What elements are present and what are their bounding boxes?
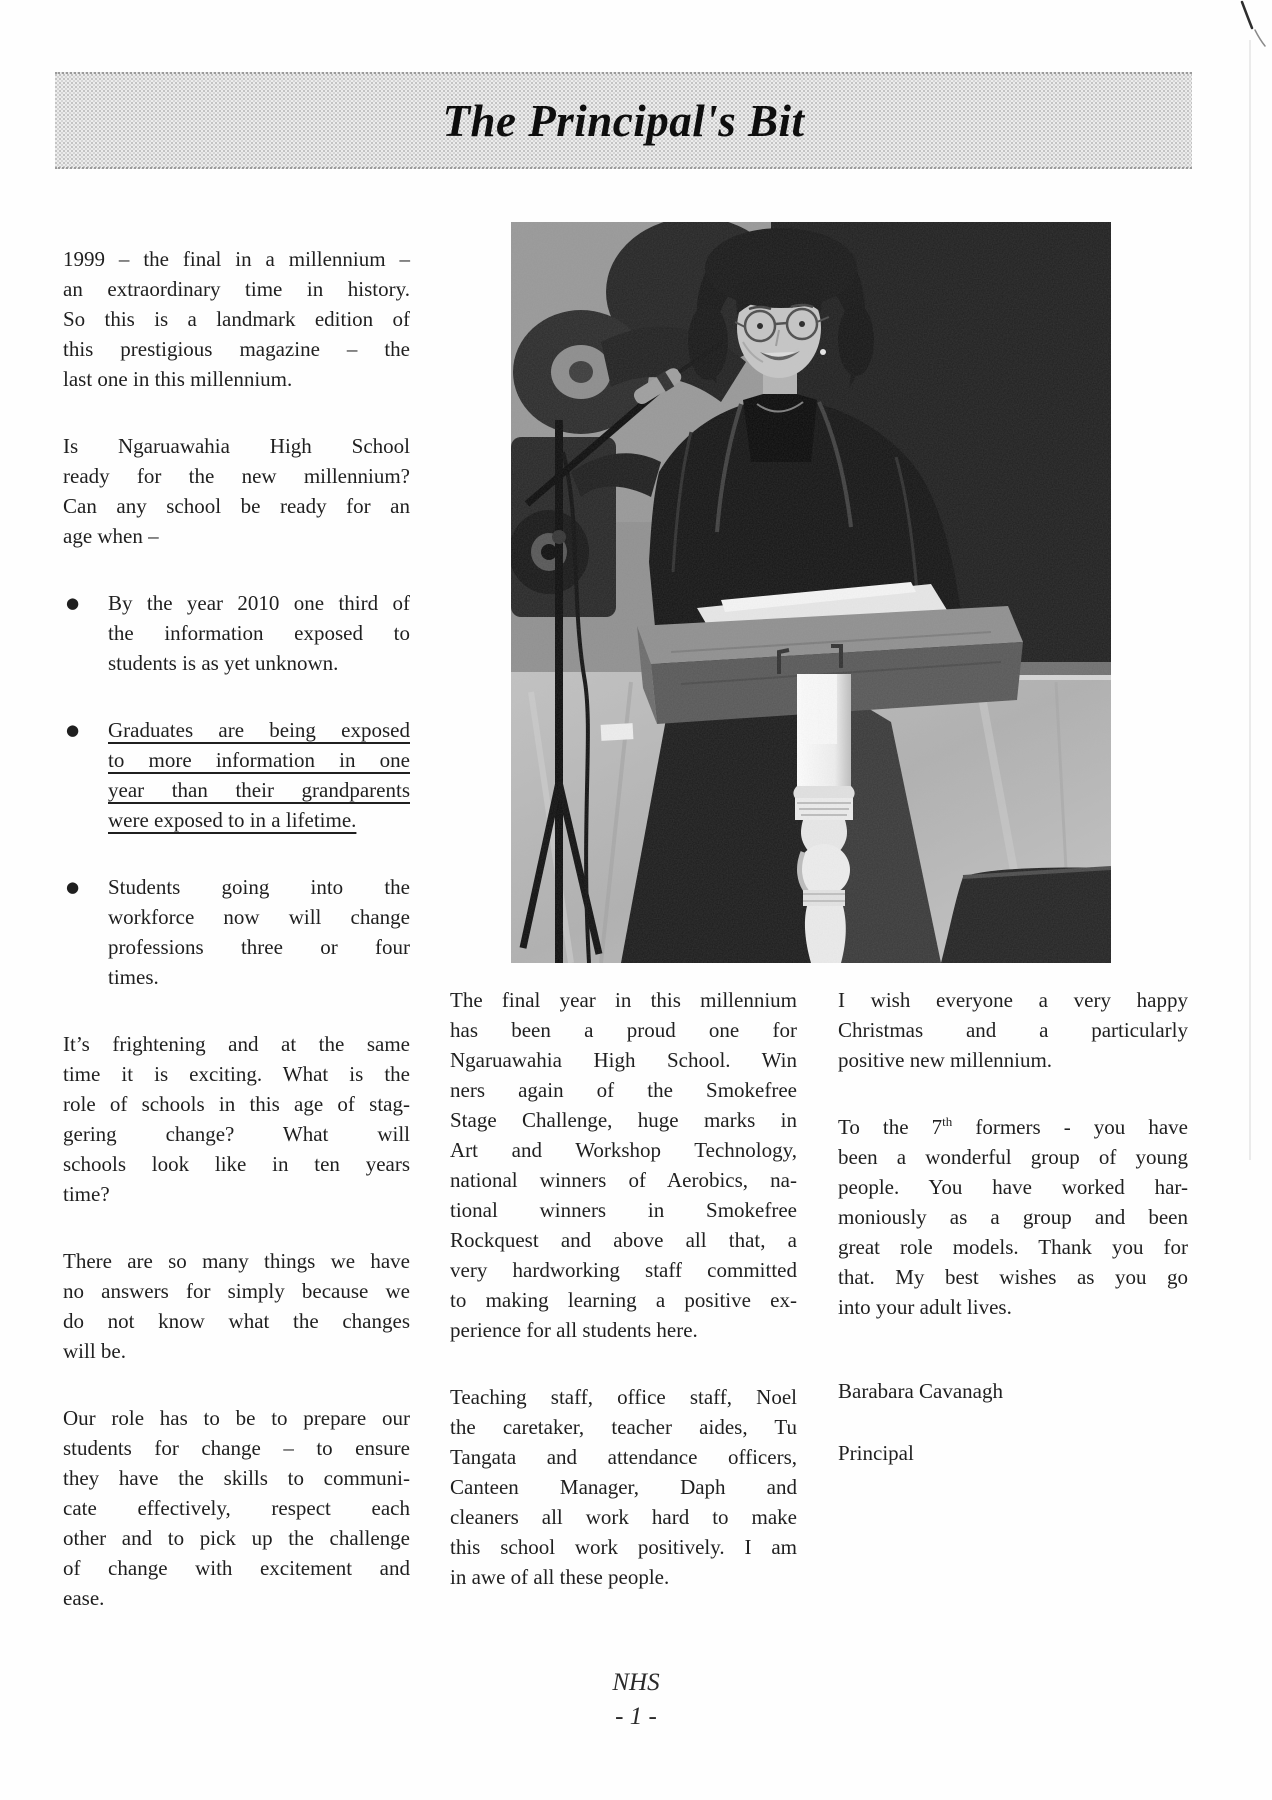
text-line: the information exposed to	[108, 621, 410, 645]
text-line: By the year 2010 one third of	[108, 591, 410, 615]
text-line: has been a proud one for	[450, 1018, 797, 1042]
text-line: So this is a landmark edition of	[63, 307, 410, 331]
bullet-icon: ●	[66, 878, 80, 896]
text-line: other and to pick up the challenge	[63, 1526, 410, 1550]
text-line: moniously as a group and been	[838, 1205, 1188, 1229]
text-line: Is Ngaruawahia High School	[63, 434, 410, 458]
text-line: cate effectively, respect each	[63, 1496, 410, 1520]
text-line: positive new millennium.	[838, 1048, 1053, 1072]
middle-column	[450, 985, 797, 1629]
paragraph-frightening-exciting	[63, 1029, 410, 1209]
text-line: ready for the new millennium?	[63, 464, 410, 488]
text-line: age when –	[63, 524, 159, 548]
text-line: ners again of the Smokefree	[450, 1078, 797, 1102]
text-line: tional winners in Smokefree	[450, 1198, 797, 1222]
text-line: they have the skills to communi-	[63, 1466, 410, 1490]
left-column	[63, 244, 410, 1650]
text-line: There are so many things we have	[63, 1249, 410, 1273]
bullet-text-underlined	[108, 715, 410, 835]
paragraph-proud-year	[450, 985, 797, 1345]
bullet-item-workforce	[63, 872, 410, 992]
text-line: Rockquest and above all that, a	[450, 1228, 797, 1252]
paragraph-christmas-wish	[838, 985, 1188, 1075]
text-line: The final year in this millennium	[450, 988, 797, 1012]
page-footer	[0, 1666, 1272, 1734]
text-line: that. My best wishes as you go	[838, 1265, 1188, 1289]
text-line: gering change? What will	[63, 1122, 410, 1146]
text-line: to more information in one	[108, 748, 410, 772]
text-line: times.	[108, 965, 159, 989]
text-line: schools look like in ten years	[63, 1152, 410, 1176]
paragraph-no-answers	[63, 1246, 410, 1366]
text-line: Christmas and a particularly	[838, 1018, 1188, 1042]
paragraph-staff-thanks	[450, 1382, 797, 1592]
text-line: were exposed to in a lifetime.	[108, 808, 357, 832]
text-line: time it is exciting. What is the	[63, 1062, 410, 1086]
text-line: great role models. Thank you for	[838, 1235, 1188, 1259]
principal-photo-illustration	[511, 222, 1111, 963]
text-line: Our role has to be to prepare our	[63, 1406, 410, 1430]
text-line: students is as yet unknown.	[108, 651, 339, 675]
text-line: will be.	[63, 1339, 126, 1363]
text-line: in awe of all these people.	[450, 1565, 670, 1589]
header-banner	[55, 72, 1192, 169]
page-title: The Principal's Bit	[442, 95, 805, 146]
text-line: been a wonderful group of young	[838, 1145, 1188, 1169]
text-line: perience for all students here.	[450, 1318, 698, 1342]
text-line: the caretaker, teacher aides, Tu	[450, 1415, 797, 1439]
text-line: role of schools in this age of stag-	[63, 1092, 410, 1116]
text-line: I wish everyone a very happy	[838, 988, 1188, 1012]
bullet-item-year-2010	[63, 588, 410, 678]
scan-artifact-line	[1249, 40, 1251, 1160]
text-line: an extraordinary time in history.	[63, 277, 410, 301]
text-line: very hardworking staff committed	[450, 1258, 797, 1282]
text-line: workforce now will change	[108, 905, 410, 929]
text-line: Graduates are being exposed	[108, 718, 410, 742]
bullet-item-graduates	[63, 715, 410, 835]
bullet-icon: ●	[66, 594, 80, 612]
text-line: Teaching staff, office staff, Noel	[450, 1385, 797, 1409]
paragraph-our-role	[63, 1403, 410, 1613]
bullet-text	[108, 588, 410, 678]
text-line: Canteen Manager, Daph and	[450, 1475, 797, 1499]
text-line: Tangata and attendance officers,	[450, 1445, 797, 1469]
text-line: Students going into the	[108, 875, 410, 899]
text-line: Stage Challenge, huge marks in	[450, 1108, 797, 1132]
bullet-icon: ●	[66, 721, 80, 739]
text-line: It’s frightening and at the same	[63, 1032, 410, 1056]
text-line: students for change – to ensure	[63, 1436, 410, 1460]
text-line: time?	[63, 1182, 110, 1206]
text-line: ease.	[63, 1586, 105, 1610]
text-line: to making learning a positive ex-	[450, 1288, 797, 1312]
signature-name: Barabara Cavanagh	[838, 1379, 1003, 1403]
text-line: year than their grandparents	[108, 778, 410, 802]
paragraph-ready-question	[63, 431, 410, 551]
text-line: Ngaruawahia High School. Win	[450, 1048, 797, 1072]
text-line: do not know what the changes	[63, 1309, 410, 1333]
text-line: Can any school be ready for an	[63, 494, 410, 518]
text-line: To the 7th formers - you have	[838, 1114, 1188, 1139]
principal-photo	[511, 222, 1111, 963]
text-line: no answers for simply because we	[63, 1279, 410, 1303]
paragraph-millennium-intro	[63, 244, 410, 394]
text-line: Art and Workshop Technology,	[450, 1138, 797, 1162]
text-line: last one in this millennium.	[63, 367, 293, 391]
text-line: this school work positively. I am	[450, 1535, 797, 1559]
text-line: 1999 – the final in a millennium –	[63, 247, 410, 271]
text-line: national winners of Aerobics, na-	[450, 1168, 797, 1192]
text-line: people. You have worked har-	[838, 1175, 1188, 1199]
text-line: into your adult lives.	[838, 1295, 1012, 1319]
paragraph-seventh-formers	[838, 1112, 1188, 1322]
footer-magazine-initials: NHS	[612, 1669, 660, 1696]
page-number: - 1 -	[615, 1703, 657, 1730]
text-line: professions three or four	[108, 935, 410, 959]
text-line: cleaners all work hard to make	[450, 1505, 797, 1529]
text-line: of change with excitement and	[63, 1556, 410, 1580]
bullet-text	[108, 872, 410, 992]
signature-role: Principal	[838, 1441, 914, 1465]
right-column	[838, 985, 1188, 1468]
text-line: this prestigious magazine – the	[63, 337, 410, 361]
